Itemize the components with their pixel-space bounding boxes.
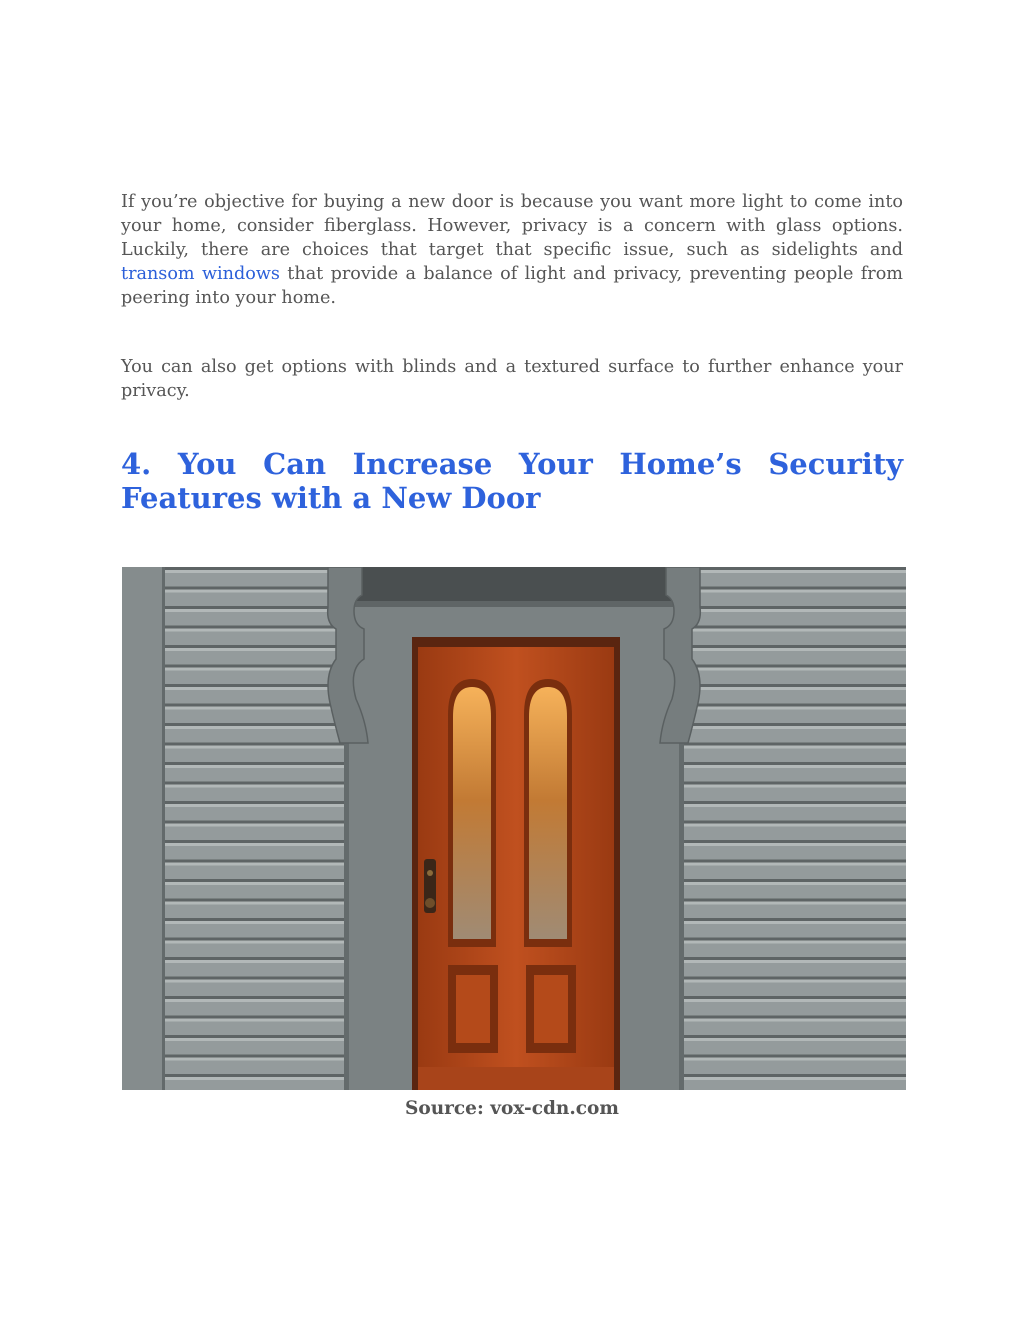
section-heading: 4. You Can Increase Your Home’s Security Features with a New Door <box>121 447 903 515</box>
paragraph-text-end: that provide a balance of light and privacy, preventing people from peering into your home. <box>121 264 903 308</box>
transom-windows-link[interactable]: transom windows <box>121 264 280 284</box>
image-caption: Source: vox-cdn.com <box>405 1098 619 1119</box>
door-photo <box>122 567 906 1090</box>
paragraph-text-start: If you’re objective for buying a new door is because you want more light to come into your home, consider fiberglass. However, privacy is a concern with glass options. Luckily, there are choices that target that specific issue, such as sidelights and <box>121 192 903 260</box>
privacy-paragraph: You can also get options with blinds and a textured surface to further enhance your privacy. <box>121 357 903 401</box>
intro-paragraph <box>121 190 903 310</box>
